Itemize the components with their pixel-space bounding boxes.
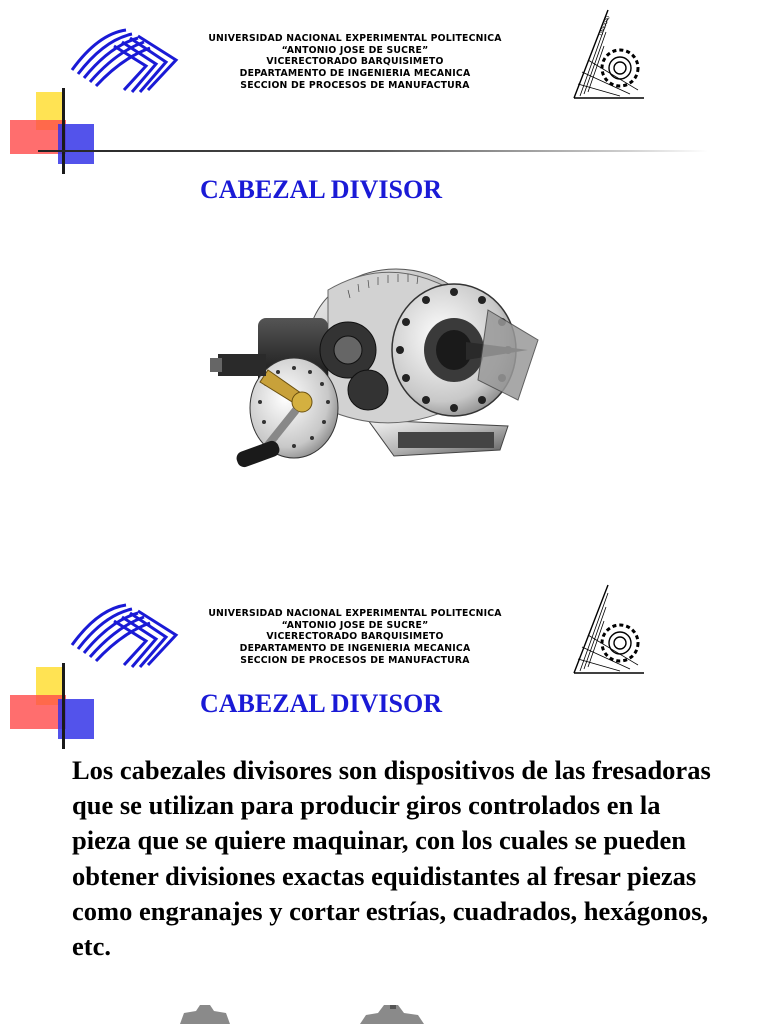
body-paragraph: Los cabezales divisores son dispositivos de las fresadoras que se utilizan para producir giros controlados en la pieza que se quiere maquinar, con los cuales se pueden obtener divisiones exactas equidistantes al fresar piezas como engranajes y cortar estrías, cuadrados, hexágonos, etc. bbox=[72, 755, 711, 962]
slide-title: CABEZAL DIVISOR bbox=[200, 689, 443, 718]
department-gear-emblem-icon bbox=[568, 6, 648, 102]
dividing-head-machine-photo-icon bbox=[198, 250, 550, 488]
header-line-5: SECCION DE PROCESOS DE MANUFACTURA bbox=[240, 79, 470, 91]
unexpo-wave-logo-icon bbox=[68, 601, 180, 669]
unexpo-wave-logo-icon bbox=[68, 26, 180, 94]
header-line-4: DEPARTAMENTO DE INGENIERIA MECANICA bbox=[239, 643, 471, 655]
department-gear-emblem-icon bbox=[568, 581, 648, 677]
header-line-3: VICERECTORADO BARQUISIMETO bbox=[266, 56, 444, 68]
header-line-3: VICERECTORADO BARQUISIMETO bbox=[266, 631, 444, 643]
header-rule bbox=[38, 150, 708, 152]
footer-gears-icon bbox=[0, 1005, 768, 1024]
header-line-4: DEPARTAMENTO DE INGENIERIA MECANICA bbox=[239, 68, 471, 80]
slide-title: CABEZAL DIVISOR bbox=[200, 175, 443, 204]
corner-decoration-icon bbox=[8, 86, 108, 176]
header-line-2: “ANTONIO JOSE DE SUCRE” bbox=[281, 44, 429, 56]
university-header bbox=[185, 608, 525, 667]
header-line-2: “ANTONIO JOSE DE SUCRE” bbox=[281, 619, 429, 631]
university-header bbox=[185, 33, 525, 92]
corner-decoration-icon bbox=[8, 661, 108, 751]
header-line-5: SECCION DE PROCESOS DE MANUFACTURA bbox=[240, 654, 470, 666]
header-line-1: UNIVERSIDAD NACIONAL EXPERIMENTAL POLITECNICA bbox=[208, 608, 502, 619]
header-line-1: UNIVERSIDAD NACIONAL EXPERIMENTAL POLITECNICA bbox=[208, 33, 502, 44]
slide-2 bbox=[0, 575, 768, 1024]
svg-text:UNEXPO: UNEXPO bbox=[598, 15, 612, 37]
